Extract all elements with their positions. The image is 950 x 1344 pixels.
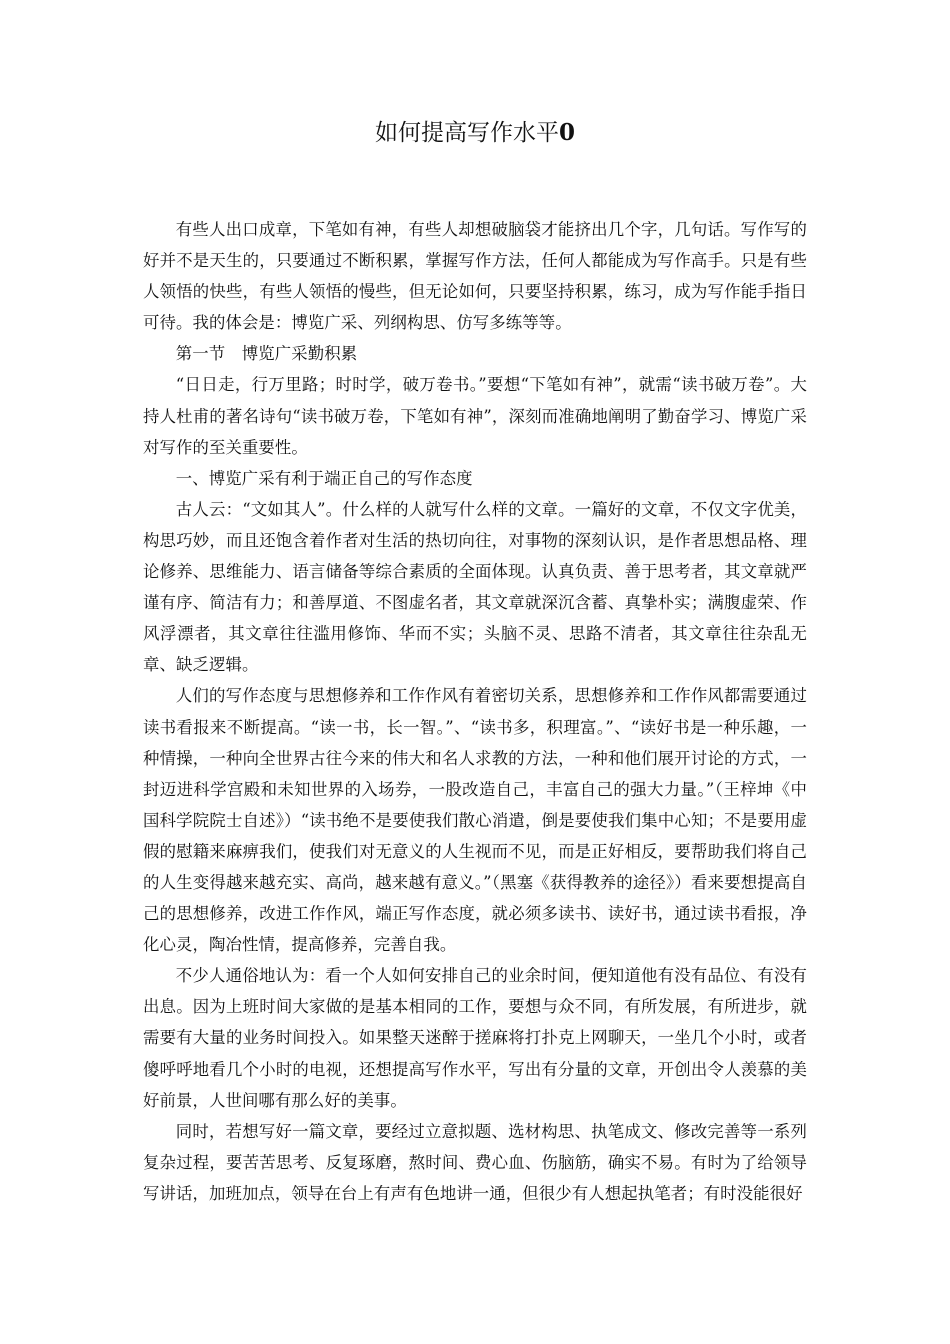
title-text: 如何提高写作水平	[374, 120, 559, 146]
body-paragraph: “日日走，行万里路；时时学，破万卷书。”要想“下笔如有神”，就需“读书破万卷”。大持人杜甫的著名诗句“读书破万卷，下笔如有神”，深刻而准确地阐明了勤奋学习、博览广采对写作的至关重要性。	[143, 375, 807, 457]
page-title	[0, 116, 950, 150]
body-paragraph: 不少人通俗地认为：看一个人如何安排自己的业余时间，便知道他有没有品位、有没有出息。因为上班时间大家做的是基本相同的工作，要想与众不同，有所发展，有所进步，就需要有大量的业务时间投入。如果整天迷醉于搓麻将打扑克上网聊天，一坐几个小时，或者傻呼呼地看几个小时的电视，还想提高写作水平，写出有分量的文章，开创出令人羡慕的美好前景，人世间哪有那么好的美事。	[143, 966, 807, 1110]
section-heading: 第一节 博览广采勤积累	[175, 344, 358, 364]
body-paragraph: 人们的写作态度与思想修养和工作作风有着密切关系，思想修养和工作作风都需要通过读书看报来不断提高。“读一书，长一智。”、“读书多，积理富。”、“读好书是一种乐趣，一种情操，一种向全世界古往今来的伟大和名人求教的方法，一种和他们展开讨论的方式，一封迈进科学宫殿和未知世界的入场券，一股改造自己，丰富自己的强大力量。”（王梓坤《中国科学院院士自述》）“读书绝不是要使我们散心消遣，倒是要使我们集中心知；不是要用虚假的慰籍来麻痹我们，使我们对无意义的人生视而不见，而是正好相反，要帮助我们将自己的人生变得越来越充实、高尚，越来越有意义。”（黑塞《获得教养的途径》）看来要想提高自己的思想修养，改进工作作风，端正写作态度，就必须多读书、读好书，通过读书看报，净化心灵，陶冶性情，提高修养，完善自我。	[143, 686, 807, 955]
body-paragraph: 古人云：“文如其人”。什么样的人就写什么样的文章。一篇好的文章，不仅文字优美，构思巧妙，而且还饱含着作者对生活的热切向往，对事物的深刻认识，是作者思想品格、理论修养、思维能力、语言储备等综合素质的全面体现。认真负责、善于思考者，其文章就严谨有序、简洁有力；和善厚道、不图虚名者，其文章就深沉含蓄、真挚朴实；满腹虚荣、作风浮漂者，其文章往往滥用修饰、华而不实；头脑不灵、思路不清者，其文章往往杂乱无章、缺乏逻辑。	[143, 499, 807, 675]
title-number: 0	[558, 119, 575, 146]
intro-paragraph: 有些人出口成章，下笔如有神，有些人却想破脑袋才能挤出几个字，几句话。写作写的好并不是天生的，只要通过不断积累，掌握写作方法，任何人都能成为写作高手。只是有些人领悟的快些，有些人领悟的慢些，但无论如何，只要坚持积累，练习，成为写作能手指日可待。我的体会是：博览广采、列纲构思、仿写多练等等。	[143, 220, 807, 333]
document-body	[143, 214, 807, 1209]
body-paragraph: 同时，若想写好一篇文章，要经过立意拟题、选材构思、执笔成文、修改完善等一系列复杂过程，要苦苦思考、反复琢磨，熬时间、费心血、伤脑筋，确实不易。有时为了给领导写讲话，加班加点，领导在台上有声有色地讲一通，但很少有人想起执笔者；有时没能很好	[143, 1121, 807, 1203]
subsection-heading: 一、博览广采有利于端正自己的写作态度	[175, 468, 473, 488]
